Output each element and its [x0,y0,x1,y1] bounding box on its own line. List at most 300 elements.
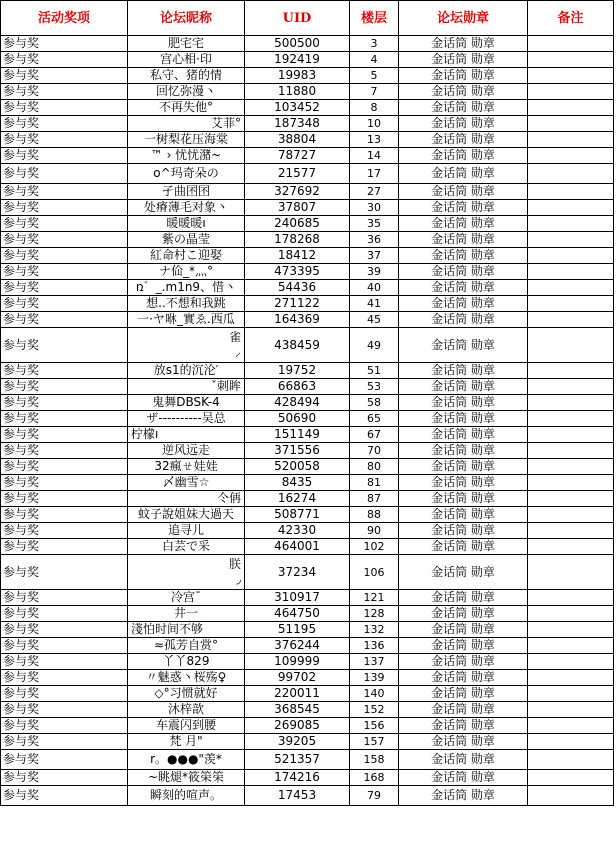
table-row [1,148,614,164]
floor-cell: 4 [350,52,399,68]
activity-cell: 参与奖 [1,491,128,507]
activity-cell: 参与奖 [1,555,128,590]
floor-cell: 79 [350,786,399,806]
uid-cell: 187348 [245,116,350,132]
activity-cell: 参与奖 [1,411,128,427]
nickname-cell: 瞬刻的喧声。 [128,786,245,806]
nickname-cell: 〆幽雪☆ [128,475,245,491]
header-row [1,1,614,36]
medal-cell: 金话筒 勋章 [399,296,528,312]
note-cell [528,459,614,475]
note-cell [528,539,614,555]
activity-cell: 参与奖 [1,200,128,216]
note-cell [528,654,614,670]
note-cell [528,686,614,702]
note-cell [528,443,614,459]
medal-cell: 金话筒 勋章 [399,148,528,164]
uid-cell: 438459 [245,328,350,363]
medal-cell: 金话筒 勋章 [399,590,528,606]
floor-cell: 65 [350,411,399,427]
note-cell [528,84,614,100]
uid-cell: 19752 [245,363,350,379]
medal-cell: 金话筒 勋章 [399,395,528,411]
floor-cell: 58 [350,395,399,411]
uid-cell: 66863 [245,379,350,395]
nickname-cell: 暖暖暖ı [128,216,245,232]
table-row [1,328,614,363]
floor-cell: 17 [350,164,399,184]
activity-cell: 参与奖 [1,116,128,132]
header-nickname: 论坛昵称 [128,1,245,36]
nickname-cell: 处瘠薄毛对象丶 [128,200,245,216]
table-row [1,312,614,328]
table-row [1,555,614,590]
uid-cell: 521357 [245,750,350,770]
note-cell [528,555,614,590]
uid-cell: 54436 [245,280,350,296]
note-cell [528,590,614,606]
floor-cell: 90 [350,523,399,539]
note-cell [528,296,614,312]
table-row [1,379,614,395]
medal-cell: 金话筒 勋章 [399,523,528,539]
note-cell [528,312,614,328]
activity-cell: 参与奖 [1,606,128,622]
uid-cell: 16274 [245,491,350,507]
medal-cell: 金话筒 勋章 [399,507,528,523]
nickname-cell: r。●●●"羡* [128,750,245,770]
nickname-cell: 仒侢 [128,491,245,507]
table-row [1,734,614,750]
uid-cell: 18412 [245,248,350,264]
note-cell [528,184,614,200]
note-cell [528,622,614,638]
note-cell [528,148,614,164]
table-row [1,523,614,539]
activity-cell: 参与奖 [1,734,128,750]
activity-cell: 参与奖 [1,475,128,491]
uid-cell: 99702 [245,670,350,686]
medal-cell: 金话筒 勋章 [399,491,528,507]
uid-cell: 164369 [245,312,350,328]
uid-cell: 310917 [245,590,350,606]
floor-cell: 27 [350,184,399,200]
nickname-cell: 孑曲囨囨 [128,184,245,200]
medal-cell: 金话筒 勋章 [399,132,528,148]
table-row [1,164,614,184]
uid-cell: 500500 [245,36,350,52]
uid-cell: 11880 [245,84,350,100]
table-row [1,622,614,638]
table-row [1,84,614,100]
medal-cell: 金话筒 勋章 [399,68,528,84]
activity-cell: 参与奖 [1,770,128,786]
activity-cell: 参与奖 [1,248,128,264]
floor-cell: 81 [350,475,399,491]
floor-cell: 53 [350,379,399,395]
table-row [1,68,614,84]
nickname-cell: ~眺煺*筱筞筞 [128,770,245,786]
uid-cell: 21577 [245,164,350,184]
note-cell [528,427,614,443]
activity-cell: 参与奖 [1,395,128,411]
note-cell [528,734,614,750]
nickname-cell: 〃魅惑丶桜殇♀ [128,670,245,686]
table-row [1,216,614,232]
table-row [1,363,614,379]
note-cell [528,232,614,248]
table-row [1,100,614,116]
table-row [1,427,614,443]
medal-cell: 金话筒 勋章 [399,200,528,216]
header-uid: UID [245,1,350,36]
floor-cell: 80 [350,459,399,475]
nickname-cell: 丫丫829 [128,654,245,670]
note-cell [528,491,614,507]
table-row [1,132,614,148]
uid-cell: 464001 [245,539,350,555]
nickname-cell: 鬼舞DBSK-4 [128,395,245,411]
table-row [1,606,614,622]
table-row [1,52,614,68]
activity-cell: 参与奖 [1,718,128,734]
medal-cell: 金话筒 勋章 [399,555,528,590]
uid-cell: 151149 [245,427,350,443]
nickname-cell: 艾菲° [128,116,245,132]
floor-cell: 39 [350,264,399,280]
table-row [1,280,614,296]
table-row [1,411,614,427]
floor-cell: 30 [350,200,399,216]
note-cell [528,363,614,379]
nickname-cell: 车震闪到腰 [128,718,245,734]
note-cell [528,164,614,184]
medal-cell: 金话筒 勋章 [399,379,528,395]
nickname-cell: 追寻儿 [128,523,245,539]
header-note: 备注 [528,1,614,36]
table-row [1,475,614,491]
activity-cell: 参与奖 [1,363,128,379]
nickname-cell: 朕 ◞ [128,555,245,590]
uid-cell: 327692 [245,184,350,200]
nickname-cell: 逆风远走 [128,443,245,459]
medal-cell: 金话筒 勋章 [399,459,528,475]
nickname-cell: o^玛奇朵の [128,164,245,184]
activity-cell: 参与奖 [1,184,128,200]
note-cell [528,379,614,395]
activity-cell: 参与奖 [1,36,128,52]
medal-cell: 金话筒 勋章 [399,670,528,686]
medal-cell: 金话筒 勋章 [399,52,528,68]
note-cell [528,100,614,116]
uid-cell: 473395 [245,264,350,280]
table-row [1,638,614,654]
note-cell [528,395,614,411]
activity-cell: 参与奖 [1,638,128,654]
nickname-cell: ռ゛_.m1n9、惜丶 [128,280,245,296]
note-cell [528,718,614,734]
activity-cell: 参与奖 [1,443,128,459]
medal-cell: 金话筒 勋章 [399,734,528,750]
uid-cell: 428494 [245,395,350,411]
nickname-cell: ナ佡_*灬° [128,264,245,280]
table-row [1,507,614,523]
nickname-cell: ˇ刺眸 [128,379,245,395]
table-row [1,686,614,702]
note-cell [528,411,614,427]
table-row [1,590,614,606]
floor-cell: 158 [350,750,399,770]
nickname-cell: 私守、猪的情 [128,68,245,84]
floor-cell: 106 [350,555,399,590]
floor-cell: 156 [350,718,399,734]
floor-cell: 35 [350,216,399,232]
activity-cell: 参与奖 [1,132,128,148]
uid-cell: 240685 [245,216,350,232]
activity-cell: 参与奖 [1,523,128,539]
nickname-cell: 沐梓歆 [128,702,245,718]
nickname-cell: 想..不想和我跳 [128,296,245,312]
medal-cell: 金话筒 勋章 [399,702,528,718]
uid-cell: 37807 [245,200,350,216]
activity-cell: 参与奖 [1,216,128,232]
activity-cell: 参与奖 [1,539,128,555]
header-floor: 楼层 [350,1,399,36]
floor-cell: 88 [350,507,399,523]
activity-cell: 参与奖 [1,654,128,670]
table-row [1,200,614,216]
medal-cell: 金话筒 勋章 [399,718,528,734]
uid-cell: 371556 [245,443,350,459]
medal-cell: 金话筒 勋章 [399,232,528,248]
nickname-cell: ◇°习惯就好 [128,686,245,702]
nickname-cell: 紫の晶莹 [128,232,245,248]
activity-cell: 参与奖 [1,686,128,702]
table-row [1,770,614,786]
activity-cell: 参与奖 [1,427,128,443]
note-cell [528,702,614,718]
note-cell [528,216,614,232]
uid-cell: 508771 [245,507,350,523]
nickname-cell: 32瘋ㄝ娃娃 [128,459,245,475]
floor-cell: 3 [350,36,399,52]
medal-cell: 金话筒 勋章 [399,411,528,427]
note-cell [528,523,614,539]
medal-cell: 金话筒 勋章 [399,116,528,132]
nickname-cell: 井一 [128,606,245,622]
note-cell [528,638,614,654]
medal-cell: 金话筒 勋章 [399,36,528,52]
uid-cell: 178268 [245,232,350,248]
nickname-cell: 淺怕时间不够 [128,622,245,638]
table-body [1,36,614,806]
table-row [1,670,614,686]
nickname-cell: 白芸で采 [128,539,245,555]
uid-cell: 109999 [245,654,350,670]
medal-cell: 金话筒 勋章 [399,606,528,622]
floor-cell: 139 [350,670,399,686]
note-cell [528,280,614,296]
activity-cell: 参与奖 [1,68,128,84]
nickname-cell: 紅命村こ迎娶 [128,248,245,264]
note-cell [528,116,614,132]
activity-cell: 参与奖 [1,702,128,718]
uid-cell: 38804 [245,132,350,148]
nickname-cell: 一·ヤ咻_實ゑ.西瓜 [128,312,245,328]
uid-cell: 42330 [245,523,350,539]
floor-cell: 49 [350,328,399,363]
uid-cell: 8435 [245,475,350,491]
medal-cell: 金话筒 勋章 [399,638,528,654]
table-row [1,654,614,670]
note-cell [528,36,614,52]
table-row [1,718,614,734]
activity-cell: 参与奖 [1,670,128,686]
uid-cell: 17453 [245,786,350,806]
nickname-cell: 宫心相·印 [128,52,245,68]
nickname-cell: 雀 ⸝ [128,328,245,363]
medal-cell: 金话筒 勋章 [399,622,528,638]
uid-cell: 376244 [245,638,350,654]
note-cell [528,328,614,363]
table-row [1,750,614,770]
uid-cell: 37234 [245,555,350,590]
floor-cell: 102 [350,539,399,555]
table-row [1,395,614,411]
activity-cell: 参与奖 [1,232,128,248]
medal-cell: 金话筒 勋章 [399,786,528,806]
note-cell [528,670,614,686]
table-row [1,459,614,475]
floor-cell: 13 [350,132,399,148]
header-activity: 活动奖项 [1,1,128,36]
nickname-cell: 柠檬ı [128,427,245,443]
floor-cell: 152 [350,702,399,718]
uid-cell: 174216 [245,770,350,786]
uid-cell: 78727 [245,148,350,164]
activity-cell: 参与奖 [1,328,128,363]
floor-cell: 37 [350,248,399,264]
medal-cell: 金话筒 勋章 [399,363,528,379]
floor-cell: 140 [350,686,399,702]
activity-cell: 参与奖 [1,750,128,770]
uid-cell: 39205 [245,734,350,750]
medal-cell: 金话筒 勋章 [399,770,528,786]
activity-cell: 参与奖 [1,280,128,296]
medal-cell: 金话筒 勋章 [399,312,528,328]
uid-cell: 19983 [245,68,350,84]
nickname-cell: 蚊子說姐妹大過天 [128,507,245,523]
floor-cell: 8 [350,100,399,116]
floor-cell: 157 [350,734,399,750]
uid-cell: 368545 [245,702,350,718]
table-row [1,491,614,507]
floor-cell: 14 [350,148,399,164]
nickname-cell: 不再失他° [128,100,245,116]
medal-cell: 金话筒 勋章 [399,750,528,770]
note-cell [528,68,614,84]
activity-cell: 参与奖 [1,148,128,164]
nickname-cell: 肥宅宅 [128,36,245,52]
note-cell [528,606,614,622]
note-cell [528,507,614,523]
nickname-cell: ™ › 忧忧潴~ [128,148,245,164]
activity-cell: 参与奖 [1,312,128,328]
medal-cell: 金话筒 勋章 [399,184,528,200]
nickname-cell: 梵 月" [128,734,245,750]
nickname-cell: 放s1的沉沦′ [128,363,245,379]
note-cell [528,200,614,216]
floor-cell: 137 [350,654,399,670]
activity-cell: 参与奖 [1,100,128,116]
note-cell [528,770,614,786]
floor-cell: 51 [350,363,399,379]
table-row [1,36,614,52]
uid-cell: 271122 [245,296,350,312]
medal-cell: 金话筒 勋章 [399,328,528,363]
floor-cell: 132 [350,622,399,638]
uid-cell: 269085 [245,718,350,734]
header-medal: 论坛勋章 [399,1,528,36]
table-row [1,184,614,200]
medal-cell: 金话筒 勋章 [399,654,528,670]
medal-cell: 金话筒 勋章 [399,686,528,702]
uid-cell: 220011 [245,686,350,702]
medal-cell: 金话筒 勋章 [399,427,528,443]
floor-cell: 70 [350,443,399,459]
floor-cell: 45 [350,312,399,328]
activity-cell: 参与奖 [1,786,128,806]
medal-cell: 金话筒 勋章 [399,475,528,491]
floor-cell: 136 [350,638,399,654]
activity-cell: 参与奖 [1,379,128,395]
floor-cell: 7 [350,84,399,100]
note-cell [528,475,614,491]
note-cell [528,132,614,148]
floor-cell: 168 [350,770,399,786]
uid-cell: 103452 [245,100,350,116]
medal-cell: 金话筒 勋章 [399,443,528,459]
medal-cell: 金话筒 勋章 [399,100,528,116]
floor-cell: 40 [350,280,399,296]
floor-cell: 67 [350,427,399,443]
floor-cell: 36 [350,232,399,248]
medal-cell: 金话筒 勋章 [399,539,528,555]
medal-cell: 金话筒 勋章 [399,84,528,100]
medal-cell: 金话筒 勋章 [399,248,528,264]
table-row [1,116,614,132]
uid-cell: 520058 [245,459,350,475]
activity-cell: 参与奖 [1,507,128,523]
table-row [1,248,614,264]
nickname-cell: 回忆弥漫丶 [128,84,245,100]
note-cell [528,52,614,68]
floor-cell: 128 [350,606,399,622]
uid-cell: 50690 [245,411,350,427]
activity-cell: 参与奖 [1,52,128,68]
activity-cell: 参与奖 [1,622,128,638]
medal-cell: 金话筒 勋章 [399,264,528,280]
nickname-cell: ≈孤芳自赏° [128,638,245,654]
floor-cell: 41 [350,296,399,312]
floor-cell: 5 [350,68,399,84]
medal-cell: 金话筒 勋章 [399,164,528,184]
activity-cell: 参与奖 [1,590,128,606]
table-row [1,702,614,718]
note-cell [528,248,614,264]
table-row [1,296,614,312]
activity-cell: 参与奖 [1,164,128,184]
